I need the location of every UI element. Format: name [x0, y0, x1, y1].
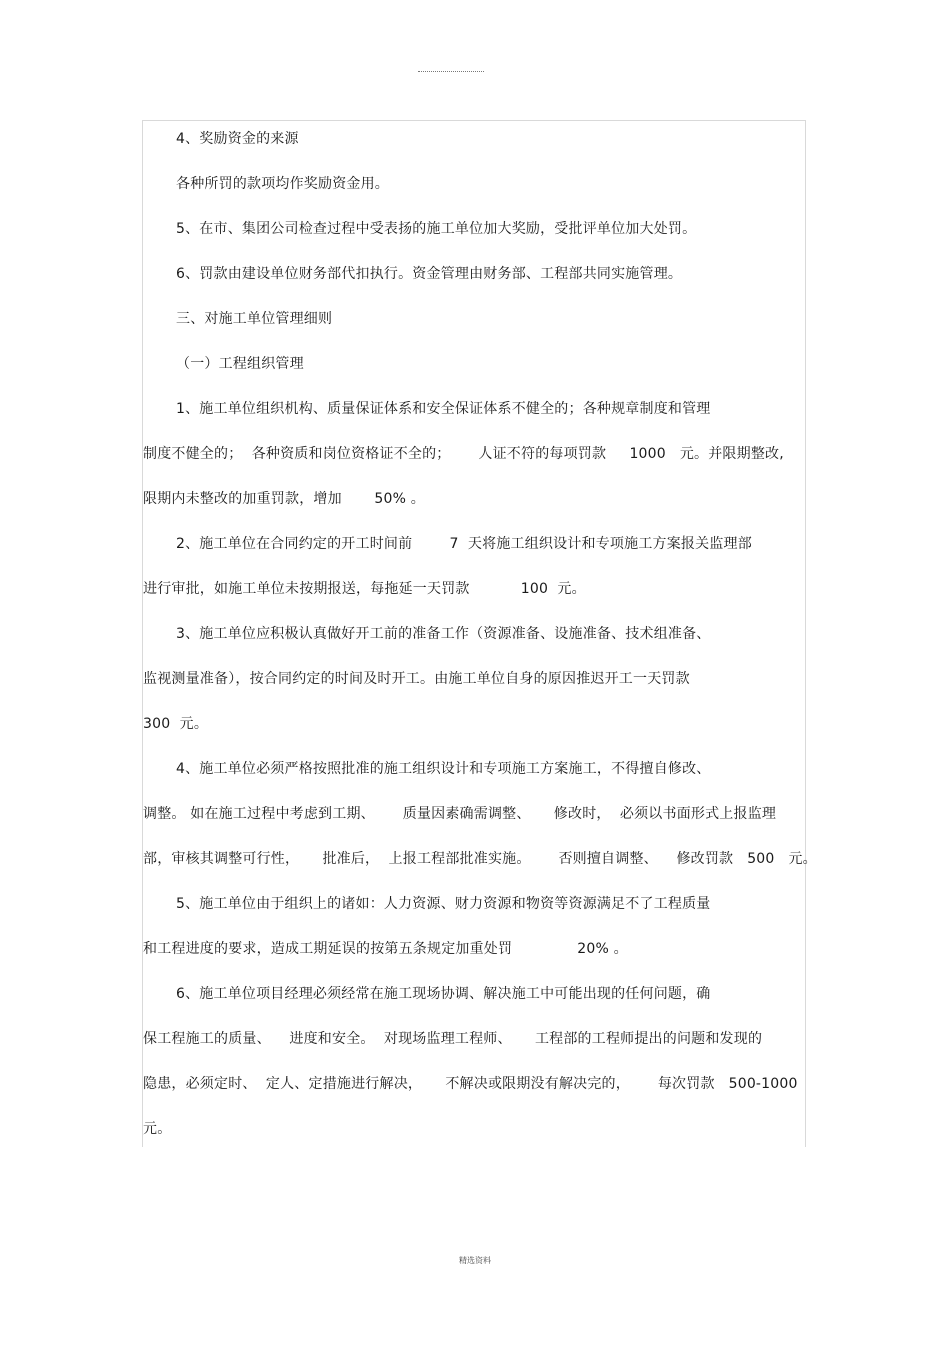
paragraph-line: 元。 [143, 1121, 172, 1137]
paragraph-line: 3、施工单位应积极认真做好开工前的准备工作（资源准备、设施准备、技术组准备、 [176, 626, 711, 642]
paragraph-line: 6、罚款由建设单位财务部代扣执行。资金管理由财务部、工程部共同实施管理。 [176, 266, 683, 282]
subsection-heading-1: （一）工程组织管理 [176, 356, 304, 372]
paragraph-line: 5、在市、集团公司检查过程中受表扬的施工单位加大奖励，受批评单位加大处罚。 [176, 221, 697, 237]
paragraph-line: 保工程施工的质量、 进度和安全。 对现场监理工程师、 工程部的工程师提出的问题和发现的 [143, 1031, 763, 1047]
paragraph-line: 调整。 如在施工过程中考虑到工期、 质量因素确需调整、 修改时， 必须以书面形式上报监理 [143, 806, 777, 822]
paragraph-line: 2、施工单位在合同约定的开工时间前 7 天将施工组织设计和专项施工方案报关监理部 [176, 536, 752, 552]
section-heading-4-reward-fund-source: 4、奖励资金的来源 [176, 131, 299, 147]
paragraph-line: 部，审核其调整可行性， 批准后， 上报工程部批准实施。 否则擅自调整、 修改罚款 500 元。 [143, 851, 817, 867]
paragraph-line: 和工程进度的要求，造成工期延误的按第五条规定加重处罚 20% 。 [143, 941, 628, 957]
section-heading-3: 三、对施工单位管理细则 [176, 311, 333, 327]
paragraph-line: 限期内未整改的加重罚款，增加 50% 。 [143, 491, 425, 507]
paragraph-line: 隐患，必须定时、 定人、定措施进行解决， 不解决或限期没有解决完的， 每次罚款 500-1000 [143, 1076, 798, 1092]
paragraph-line: 300 元。 [143, 716, 209, 732]
paragraph-line: 监视测量准备），按合同约定的时间及时开工。由施工单位自身的原因推迟开工一天罚款 [143, 671, 690, 687]
paragraph-line: 5、施工单位由于组织上的诸如：人力资源、财力资源和物资等资源满足不了工程质量 [176, 896, 711, 912]
paragraph-line: 进行审批，如施工单位未按期报送，每拖延一天罚款 100 元。 [143, 581, 586, 597]
header-dotted-rule [418, 71, 484, 72]
paragraph-line: 制度不健全的； 各种资质和岗位资格证不全的； 人证不符的每项罚款 1000 元。并限期整改, [143, 446, 784, 462]
paragraph-line: 1、施工单位组织机构、质量保证体系和安全保证体系不健全的；各种规章制度和管理 [176, 401, 711, 417]
paragraph-line: 4、施工单位必须严格按照批准的施工组织设计和专项施工方案施工，不得擅自修改、 [176, 761, 711, 777]
paragraph-line: 6、施工单位项目经理必须经常在施工现场协调、解决施工中可能出现的任何问题，确 [176, 986, 711, 1002]
paragraph-line: 各种所罚的款项均作奖励资金用。 [176, 176, 389, 192]
page-footer: 精选资料 [459, 1256, 491, 1265]
